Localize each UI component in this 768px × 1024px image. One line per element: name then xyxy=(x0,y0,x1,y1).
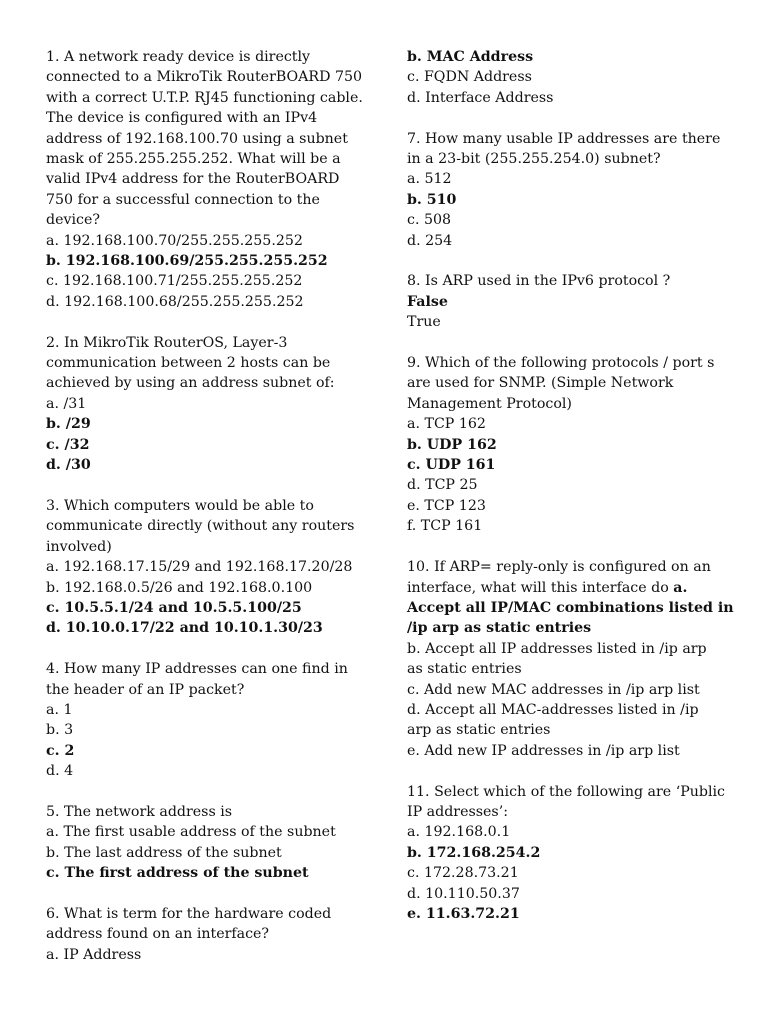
left-column xyxy=(46,47,368,986)
line-text: b. 510 xyxy=(407,191,457,208)
text-line xyxy=(46,537,368,557)
text-line xyxy=(407,373,729,393)
line-text: d. 10.10.0.17/22 and 10.10.1.30/23 xyxy=(46,620,323,637)
question-text-line xyxy=(407,271,729,291)
text-line xyxy=(46,149,368,169)
question-block xyxy=(407,271,729,332)
text-line xyxy=(407,496,729,516)
question-block xyxy=(407,782,729,925)
text-line xyxy=(46,598,368,618)
line-text: e. 11.63.72.21 xyxy=(407,905,520,922)
text-line xyxy=(407,843,729,863)
line-text: achieved by using an address subnet of: xyxy=(46,375,335,392)
line-text: b. The last address of the subnet xyxy=(46,844,282,861)
text-line xyxy=(46,353,368,373)
text-line xyxy=(46,169,368,189)
line-text: device? xyxy=(46,212,100,229)
question-text-line xyxy=(46,333,368,353)
question-block xyxy=(46,47,368,312)
line-text: 6. What is term for the hardware coded xyxy=(46,905,332,922)
line-text: False xyxy=(407,293,448,310)
question-block xyxy=(407,557,734,761)
question-text-line xyxy=(407,557,729,577)
line-text: e. Add new IP addresses in /ip arp list xyxy=(407,742,680,759)
line-text: d. TCP 25 xyxy=(407,477,478,494)
line-text: a. 192.168.0.1 xyxy=(407,824,511,841)
question-block xyxy=(407,47,729,108)
text-line xyxy=(407,414,729,434)
text-line xyxy=(46,292,368,312)
line-text: the header of an IP packet? xyxy=(46,681,245,698)
line-text: a. The first usable address of the subnet xyxy=(46,824,336,841)
line-text: d. Interface Address xyxy=(407,89,554,106)
line-text: a. TCP 162 xyxy=(407,416,486,433)
text-line xyxy=(407,904,729,924)
line-text: The device is configured with an IPv4 xyxy=(46,110,318,127)
text-line xyxy=(46,129,368,149)
text-line xyxy=(407,884,729,904)
line-text: f. TCP 161 xyxy=(407,518,483,535)
line-text: address found on an interface? xyxy=(46,926,270,943)
text-line xyxy=(407,475,729,495)
text-line xyxy=(407,802,729,822)
line-text: a. 512 xyxy=(407,171,452,188)
line-text: a. 192.168.17.15/29 and 192.168.17.20/28 xyxy=(46,559,353,576)
line-text: in a 23-bit (255.255.254.0) subnet? xyxy=(407,151,661,168)
line-text: 11. Select which of the following are ‘Public xyxy=(407,783,725,800)
line-text: c. 172.28.73.21 xyxy=(407,865,519,882)
question-text-line xyxy=(407,129,729,149)
line-text: c. 10.5.5.1/24 and 10.5.5.100/25 xyxy=(46,599,302,616)
line-text: mask of 255.255.255.252. What will be a xyxy=(46,151,341,168)
text-line xyxy=(46,843,368,863)
line-text: involved) xyxy=(46,538,112,555)
text-line xyxy=(407,292,729,312)
line-text: a. IP Address xyxy=(46,946,142,963)
text-line xyxy=(407,190,729,210)
text-line xyxy=(407,659,729,679)
line-text: c. Add new MAC addresses in /ip arp list xyxy=(407,681,700,698)
text-line xyxy=(407,312,729,332)
line-text: c. FQDN Address xyxy=(407,69,532,86)
text-line xyxy=(407,639,729,659)
line-text: 1. A network ready device is directly xyxy=(46,49,311,65)
question-block xyxy=(46,333,368,476)
text-line xyxy=(407,210,729,230)
text-line xyxy=(46,516,368,536)
question-block xyxy=(46,904,368,965)
line-text: /ip arp as static entries xyxy=(407,620,592,637)
text-line xyxy=(46,435,368,455)
text-line xyxy=(46,578,368,598)
text-line xyxy=(46,414,368,434)
text-line xyxy=(46,700,368,720)
question-text-line xyxy=(407,782,729,802)
line-text: 4. How many IP addresses can one find in xyxy=(46,661,348,678)
text-line xyxy=(46,373,368,393)
text-line xyxy=(407,700,729,720)
line-text: d. 192.168.100.68/255.255.255.252 xyxy=(46,293,304,310)
text-line xyxy=(46,924,368,944)
line-text: a. 1 xyxy=(46,701,73,718)
question-block xyxy=(46,802,368,884)
line-text: 7. How many usable IP addresses are there xyxy=(407,130,721,147)
line-text: 2. In MikroTik RouterOS, Layer-3 xyxy=(46,334,288,351)
line-text: IP addresses’: xyxy=(407,803,508,820)
text-line xyxy=(407,720,729,740)
text-line xyxy=(46,761,368,781)
question-block xyxy=(46,496,368,639)
text-line xyxy=(46,251,368,271)
text-line xyxy=(46,67,368,87)
line-text: b. MAC Address xyxy=(407,49,534,65)
question-text-line xyxy=(407,47,729,67)
right-column xyxy=(407,47,734,945)
text-line xyxy=(407,231,729,251)
text-line xyxy=(46,394,368,414)
text-line xyxy=(407,598,734,618)
text-line xyxy=(407,578,729,598)
question-text-line xyxy=(46,904,368,924)
question-block xyxy=(46,659,368,781)
question-text-line xyxy=(46,496,368,516)
text-line xyxy=(46,271,368,291)
line-text: communicate directly (without any routers xyxy=(46,518,355,535)
line-text: b. 3 xyxy=(46,722,74,739)
text-line xyxy=(46,863,368,883)
line-text: address of 192.168.100.70 using a subnet xyxy=(46,130,348,147)
text-line xyxy=(407,394,729,414)
line-text: d. Accept all MAC-addresses listed in /ip xyxy=(407,701,699,718)
line-text: 3. Which computers would be able to xyxy=(46,497,314,514)
line-text: c. The first address of the subnet xyxy=(46,865,309,882)
text-line xyxy=(46,720,368,740)
question-text-line xyxy=(407,353,729,373)
line-text: connected to a MikroTik RouterBOARD 750 xyxy=(46,69,363,86)
line-text: Accept all IP/MAC combinations listed in xyxy=(407,599,734,616)
line-text: arp as static entries xyxy=(407,722,551,739)
text-line xyxy=(46,945,368,965)
line-text: Management Protocol) xyxy=(407,395,572,412)
line-text: c. UDP 161 xyxy=(407,457,496,474)
text-line xyxy=(46,108,368,128)
line-text: are used for SNMP. (Simple Network xyxy=(407,375,674,392)
line-text: 10. If ARP= reply-only is configured on an xyxy=(407,559,711,576)
question-text-line xyxy=(46,802,368,822)
text-line xyxy=(407,863,729,883)
line-text: e. TCP 123 xyxy=(407,497,486,514)
text-line xyxy=(407,149,729,169)
text-line xyxy=(46,680,368,700)
line-text: d. 10.110.50.37 xyxy=(407,885,520,902)
question-text-line xyxy=(46,659,368,679)
line-text: b. 192.168.100.69/255.255.255.252 xyxy=(46,253,328,270)
line-text: a. 192.168.100.70/255.255.255.252 xyxy=(46,232,303,249)
text-line xyxy=(407,741,729,761)
line-text: b. Accept all IP addresses listed in /ip arp xyxy=(407,640,707,657)
line-text: as static entries xyxy=(407,661,522,678)
text-line xyxy=(407,822,729,842)
text-line xyxy=(407,67,729,87)
text-line xyxy=(46,210,368,230)
line-text: 8. Is ARP used in the IPv6 protocol ? xyxy=(407,273,671,290)
text-line xyxy=(407,169,729,189)
line-text: b. UDP 162 xyxy=(407,436,497,453)
text-line xyxy=(46,190,368,210)
question-block xyxy=(407,353,729,537)
line-text: d. 4 xyxy=(46,763,74,780)
text-line xyxy=(46,618,368,638)
text-line xyxy=(46,822,368,842)
text-line xyxy=(46,557,368,577)
line-text: a. /31 xyxy=(46,395,87,412)
question-text-line xyxy=(46,47,368,67)
answer-marker: a. xyxy=(673,579,688,596)
text-line xyxy=(407,680,729,700)
line-text: b. 192.168.0.5/26 and 192.168.0.100 xyxy=(46,579,313,596)
text-line xyxy=(407,88,729,108)
text-line xyxy=(407,455,729,475)
text-line xyxy=(407,435,729,455)
line-text: valid IPv4 address for the RouterBOARD xyxy=(46,171,340,188)
question-block xyxy=(407,129,729,251)
line-text: 5. The network address is xyxy=(46,803,233,820)
text-line xyxy=(46,741,368,761)
text-line xyxy=(46,455,368,475)
line-text: d. /30 xyxy=(46,457,91,474)
line-text: c. 2 xyxy=(46,742,75,759)
line-text: b. 172.168.254.2 xyxy=(407,844,541,861)
line-text: True xyxy=(407,314,441,331)
line-text: c. /32 xyxy=(46,436,90,453)
line-text: c. 192.168.100.71/255.255.255.252 xyxy=(46,273,303,290)
text-line xyxy=(46,88,368,108)
line-text: c. 508 xyxy=(407,212,452,229)
line-text: b. /29 xyxy=(46,416,91,433)
line-text: d. 254 xyxy=(407,232,453,249)
line-text: with a correct U.T.P. RJ45 functioning cable. xyxy=(46,89,363,106)
text-line xyxy=(407,516,729,536)
line-text: interface, what will this interface do xyxy=(407,579,674,596)
text-line xyxy=(407,618,729,638)
line-text: 9. Which of the following protocols / port s xyxy=(407,355,715,372)
line-text: 750 for a successful connection to the xyxy=(46,191,320,208)
line-text: communication between 2 hosts can be xyxy=(46,355,331,372)
text-line xyxy=(46,231,368,251)
